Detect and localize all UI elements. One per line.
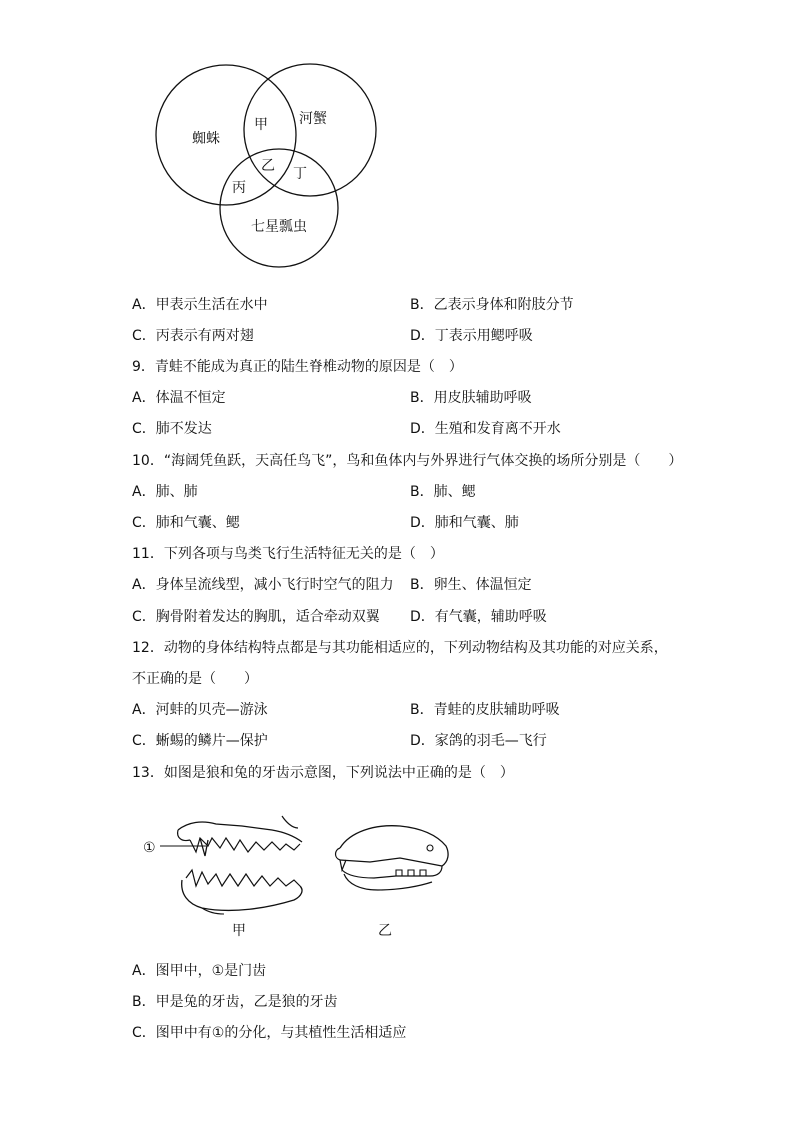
venn-circle-spider [156,65,296,205]
venn-circle-ladybug [220,149,338,267]
q12-option-c: C．蜥蜴的鳞片—保护 [132,733,268,749]
venn-label-spider: 蜘蛛 [192,131,220,147]
q10-stem: 10．“海阔凭鱼跃，天高任鸟飞”，鸟和鱼体内与外界进行气体交换的场所分别是（ ） [132,453,683,469]
q12-option-b: B．青蛙的皮肤辅助呼吸 [410,702,560,718]
q11-option-d: D．有气囊，辅助呼吸 [410,609,547,625]
q11-stem: 11．下列各项与鸟类飞行生活特征无关的是（ ） [132,546,444,562]
q9-option-d: D．生殖和发育离不开水 [410,421,561,437]
q12-stem-line1: 12．动物的身体结构特点都是与其功能相适应的，下列动物结构及其功能的对应关系， [132,640,668,656]
q10-option-b: B．肺、鳃 [410,484,476,500]
q10-option-a: A．肺、肺 [132,484,198,500]
marker-leader-line [158,840,208,852]
tooth-marker-label: ① [143,840,156,856]
figure-label-jia: 甲 [232,923,246,939]
q13-stem: 13．如图是狼和兔的牙齿示意图，下列说法中正确的是（ ） [132,765,514,781]
q9-option-a: A．体温不恒定 [132,390,226,406]
q9-stem: 9．青蛙不能成为真正的陆生脊椎动物的原因是（ ） [132,359,463,375]
venn-label-crab: 河蟹 [299,111,327,127]
q13-option-c: C．图甲中有①的分化，与其植性生活相适应 [132,1025,407,1041]
venn-region-ding: 丁 [293,166,307,182]
q12-option-d: D．家鸽的羽毛—飞行 [410,733,547,749]
venn-region-jia: 甲 [254,117,268,133]
q9-option-b: B．用皮肤辅助呼吸 [410,390,532,406]
q10-option-d: D．肺和气囊、肺 [410,515,519,531]
figure-label-yi: 乙 [378,923,392,939]
q12-stem-line2: 不正确的是（ ） [132,671,258,687]
q11-option-c: C．胸骨附着发达的胸肌，适合牵动双翼 [132,609,380,625]
q8-option-c: C．丙表示有两对翅 [132,328,254,344]
q8-option-a: A．甲表示生活在水中 [132,297,268,313]
venn-label-ladybug: 七星瓢虫 [251,219,307,235]
q12-option-a: A．河蚌的贝壳—游泳 [132,702,268,718]
q13-option-b: B．甲是兔的牙齿，乙是狼的牙齿 [132,994,338,1010]
q8-option-b: B．乙表示身体和附肢分节 [410,297,574,313]
q13-option-a: A．图甲中，①是门齿 [132,963,267,979]
q9-option-c: C．肺不发达 [132,421,212,437]
q11-option-b: B．卵生、体温恒定 [410,577,532,593]
q8-option-d: D．丁表示用鳃呼吸 [410,328,533,344]
q10-option-c: C．肺和气囊、鳃 [132,515,240,531]
venn-region-yi: 乙 [261,158,275,174]
venn-region-bing: 丙 [232,180,246,196]
rabbit-teeth-illustration [330,818,455,893]
wolf-teeth-illustration [172,808,322,918]
q11-option-a: A．身体呈流线型，减小飞行时空气的阻力 [132,577,394,593]
